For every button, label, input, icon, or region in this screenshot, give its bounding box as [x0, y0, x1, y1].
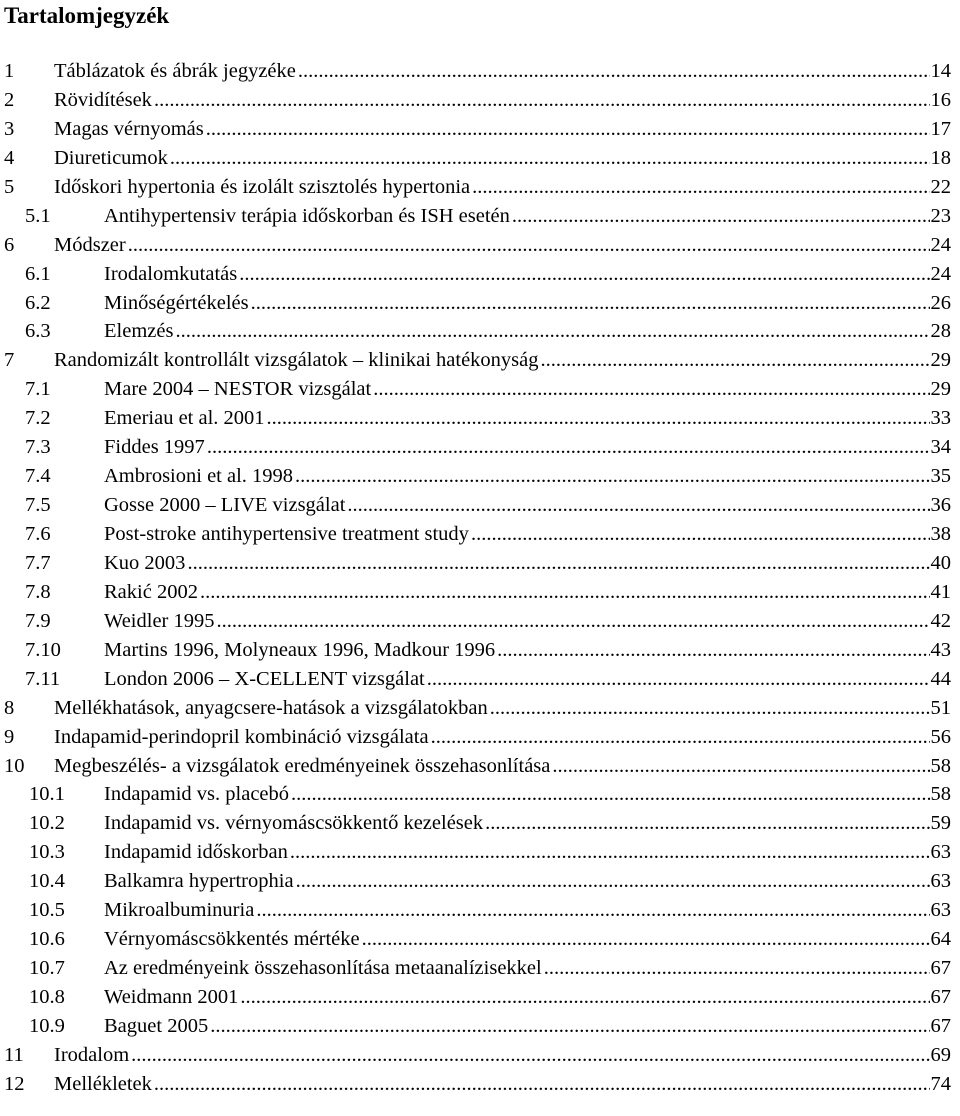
toc-leader-dots [290, 838, 930, 867]
toc-leader-dots [256, 896, 929, 925]
toc-entry[interactable] [0, 780, 960, 809]
toc-leader-dots [373, 375, 929, 404]
toc-entry-number: 6.1 [25, 262, 51, 285]
toc-entry-title: Minőségértékelés [104, 291, 249, 314]
toc-leader-dots [187, 549, 929, 578]
toc-entry-number: 7.7 [25, 551, 51, 574]
toc-entry-page: 63 [930, 841, 951, 864]
toc-entry-page: 41 [930, 580, 951, 603]
toc-entry[interactable] [0, 607, 960, 636]
toc-leader-dots [239, 260, 929, 289]
toc-entry-page: 58 [930, 783, 951, 806]
toc-entry-number: 7.9 [25, 609, 51, 632]
toc-leader-dots [128, 231, 930, 260]
toc-entry-title: Vérnyomáscsökkentés mértéke [104, 928, 360, 951]
toc-leader-dots [295, 462, 929, 491]
toc-leader-dots [154, 1070, 930, 1099]
toc-leader-dots [154, 86, 930, 115]
toc-entry[interactable] [0, 838, 960, 867]
toc-leader-dots [552, 752, 929, 781]
toc-entry-title: Mellékhatások, anyagcsere-hatások a vizsgálatokban [54, 696, 488, 719]
toc-entry-page: 17 [930, 117, 951, 140]
toc-entry-number: 3 [4, 117, 15, 140]
toc-entry[interactable] [0, 1041, 960, 1070]
toc-entry-title: Időskori hypertonia és izolált szisztolés hypertonia [54, 175, 471, 198]
toc-entry-page: 74 [930, 1072, 951, 1095]
toc-entry-number: 6.2 [25, 291, 51, 314]
toc-entry-number: 10.6 [29, 928, 65, 951]
toc-entry-title: Baguet 2005 [104, 1014, 209, 1037]
toc-entry-title: Mikroalbuminuria [104, 899, 255, 922]
toc-entry-page: 22 [930, 175, 951, 198]
toc-entry-title: Weidler 1995 [104, 609, 215, 632]
toc-entry-number: 10.9 [29, 1014, 65, 1037]
toc-leader-dots [131, 1041, 929, 1070]
toc-entry-number: 10.3 [29, 841, 65, 864]
toc-entry-number: 9 [4, 725, 15, 748]
toc-leader-dots [251, 289, 930, 318]
toc-entry[interactable] [0, 375, 960, 404]
toc-entry[interactable] [0, 983, 960, 1012]
toc-leader-dots [544, 954, 930, 983]
toc-entry-page: 18 [930, 146, 951, 169]
toc-entry-title: Táblázatok és ábrák jegyzéke [54, 60, 296, 82]
toc-entry-number: 12 [4, 1072, 25, 1095]
toc-leader-dots [427, 665, 930, 694]
toc-entry-number: 10.1 [29, 783, 65, 806]
toc-entry-page: 14 [930, 60, 951, 82]
toc-entry-page: 42 [930, 609, 951, 632]
toc-entry-page: 38 [930, 523, 951, 545]
toc-leader-dots [512, 202, 930, 231]
toc-entry-number: 1 [4, 60, 15, 82]
toc-entry-number: 4 [4, 146, 15, 169]
toc-entry[interactable] [0, 86, 960, 115]
toc-entry[interactable] [0, 260, 960, 289]
toc-entry[interactable] [0, 665, 960, 694]
toc-entry-title: Fiddes 1997 [104, 436, 205, 459]
toc-entry-title: Magas vérnyomás [54, 117, 204, 140]
toc-leader-dots [431, 723, 930, 752]
toc-entry-page: 29 [930, 378, 951, 401]
toc-entry-number: 10.4 [29, 870, 65, 893]
toc-entry[interactable] [0, 317, 960, 346]
toc-entry-number: 10.8 [29, 986, 65, 1008]
toc-entry-number: 7 [4, 349, 15, 372]
toc-entry-page: 56 [930, 725, 951, 748]
toc-entry-number: 7.4 [25, 465, 51, 488]
toc-entry-page: 24 [930, 233, 951, 256]
toc-entry-title: Elemzés [104, 320, 174, 343]
toc-entry-number: 10.7 [29, 957, 65, 980]
toc-leader-dots [362, 925, 930, 954]
toc-entry-number: 10.2 [29, 812, 65, 835]
toc-entry-title: Indapamid időskorban [104, 841, 288, 864]
toc-entry-title: Kuo 2003 [104, 551, 186, 574]
toc-entry[interactable] [0, 404, 960, 433]
toc-entry[interactable] [0, 867, 960, 896]
toc-entry[interactable] [0, 231, 960, 260]
toc-entry-number: 2 [4, 88, 15, 111]
toc-entry-title: Megbeszélés- a vizsgálatok eredményeinek összehasonlítása [54, 754, 551, 777]
toc-leader-dots [541, 346, 930, 375]
toc-entry[interactable] [0, 289, 960, 318]
toc-entry-number: 7.1 [25, 378, 51, 401]
toc-leader-dots [485, 809, 929, 838]
toc-entry-number: 5.1 [25, 204, 51, 227]
toc-entry[interactable] [0, 694, 960, 723]
toc-leader-dots [170, 144, 930, 173]
toc-entry-page: 59 [930, 812, 951, 835]
toc-entry-number: 7.5 [25, 494, 51, 517]
toc-leader-dots [471, 520, 930, 549]
toc-entry-title: Emeriau et al. 2001 [104, 407, 265, 430]
toc-leader-dots [267, 404, 930, 433]
toc-leader-dots [217, 607, 930, 636]
toc-entry-number: 8 [4, 696, 15, 719]
toc-entry-page: 63 [930, 899, 951, 922]
toc-entry-number: 7.2 [25, 407, 51, 430]
toc-entry[interactable] [0, 954, 960, 983]
toc-entry-title: Mellékletek [54, 1072, 152, 1095]
toc-leader-dots [200, 578, 930, 607]
toc-entry-title: Indapamid vs. vérnyomáscsökkentő kezelések [104, 812, 484, 835]
toc-entry-number: 7.6 [25, 523, 51, 545]
toc-leader-dots [347, 491, 929, 520]
toc-entry-page: 67 [930, 986, 951, 1008]
toc-entry[interactable] [0, 115, 960, 144]
toc-entry-page: 67 [930, 957, 951, 980]
toc-entry-page: 43 [930, 638, 951, 661]
toc-entry-page: 36 [930, 494, 951, 517]
toc-entry-page: 51 [930, 696, 951, 719]
toc-entry-title: Diureticumok [54, 146, 168, 169]
toc-entry[interactable] [0, 346, 960, 375]
toc-entry-page: 34 [930, 436, 951, 459]
toc-entry-number: 6.3 [25, 320, 51, 343]
toc-entry-number: 10.5 [29, 899, 65, 922]
toc-list [0, 57, 960, 1099]
toc-entry-title: Indapamid-perindopril kombináció vizsgálata [54, 725, 429, 748]
toc-entry[interactable] [0, 202, 960, 231]
toc-entry-page: 58 [930, 754, 951, 777]
toc-entry-title: Ambrosioni et al. 1998 [104, 465, 294, 488]
toc-entry-number: 7.10 [25, 638, 61, 661]
toc-entry[interactable] [0, 520, 960, 549]
toc-entry-page: 26 [930, 291, 951, 314]
toc-entry-number: 7.8 [25, 580, 51, 603]
toc-leader-dots [175, 317, 929, 346]
toc-entry[interactable] [0, 549, 960, 578]
toc-entry[interactable] [0, 578, 960, 607]
toc-entry[interactable] [0, 144, 960, 173]
toc-entry-page: 35 [930, 465, 951, 488]
toc-entry-title: Post-stroke antihypertensive treatment study [104, 523, 469, 545]
toc-leader-dots [296, 867, 930, 896]
toc-entry-title: Martins 1996, Molyneaux 1996, Madkour 1996 [104, 638, 496, 661]
toc-entry-page: 44 [930, 667, 951, 690]
toc-entry-page: 67 [930, 1014, 951, 1037]
toc-entry[interactable] [0, 636, 960, 665]
toc-entry[interactable] [0, 1012, 960, 1041]
toc-entry[interactable] [0, 433, 960, 462]
toc-entry-page: 63 [930, 870, 951, 893]
toc-entry-title: Balkamra hypertrophia [104, 870, 294, 893]
toc-entry[interactable] [0, 57, 960, 86]
toc-entry[interactable] [0, 723, 960, 752]
toc-entry[interactable] [0, 1070, 960, 1099]
toc-entry-number: 11 [4, 1043, 24, 1066]
toc-entry-title: Gosse 2000 – LIVE vizsgálat [104, 494, 346, 517]
toc-leader-dots [210, 1012, 929, 1041]
toc-entry-page: 23 [930, 204, 951, 227]
toc-entry-number: 5 [4, 175, 15, 198]
toc-entry-page: 24 [930, 262, 951, 285]
toc-leader-dots [207, 433, 930, 462]
toc-entry-title: Mare 2004 – NESTOR vizsgálat [104, 378, 372, 401]
toc-entry-title: London 2006 – X-CELLENT vizsgálat [104, 667, 425, 690]
toc-entry-number: 6 [4, 233, 15, 256]
toc-entry-title: Rövidítések [54, 88, 152, 111]
toc-leader-dots [291, 780, 929, 809]
toc-leader-dots [298, 57, 930, 86]
toc-title: Tartalomjegyzék [4, 3, 170, 28]
toc-entry-title: Randomizált kontrollált vizsgálatok – klinikai hatékonyság [54, 349, 539, 372]
toc-entry-title: Az eredményeink összehasonlítása metaanalízisekkel [104, 957, 542, 980]
toc-entry-title: Irodalom [54, 1043, 130, 1066]
toc-entry-number: 7.3 [25, 436, 51, 459]
toc-entry-page: 64 [930, 928, 951, 951]
toc-leader-dots [490, 694, 930, 723]
toc-entry[interactable] [0, 896, 960, 925]
toc-entry-page: 33 [930, 407, 951, 430]
toc-leader-dots [472, 173, 929, 202]
toc-leader-dots [206, 115, 930, 144]
toc-entry-title: Módszer [54, 233, 126, 256]
toc-entry[interactable] [0, 173, 960, 202]
toc-entry-title: Irodalomkutatás [104, 262, 238, 285]
toc-entry-number: 10 [4, 754, 25, 777]
toc-entry-page: 69 [930, 1043, 951, 1066]
toc-leader-dots [497, 636, 929, 665]
toc-entry[interactable] [0, 491, 960, 520]
toc-entry-title: Rakić 2002 [104, 580, 198, 603]
toc-entry-number: 7.11 [25, 667, 61, 690]
toc-entry[interactable] [0, 462, 960, 491]
toc-entry-page: 28 [930, 320, 951, 343]
toc-entry[interactable] [0, 809, 960, 838]
toc-entry-page: 40 [930, 551, 951, 574]
toc-leader-dots [240, 983, 929, 1012]
toc-entry[interactable] [0, 925, 960, 954]
toc-entry-title: Antihypertensiv terápia időskorban és ISH esetén [104, 204, 510, 227]
toc-entry[interactable] [0, 752, 960, 781]
toc-entry-title: Indapamid vs. placebó [104, 783, 290, 806]
toc-entry-page: 16 [930, 88, 951, 111]
toc-entry-title: Weidmann 2001 [104, 986, 239, 1008]
toc-entry-page: 29 [930, 349, 951, 372]
